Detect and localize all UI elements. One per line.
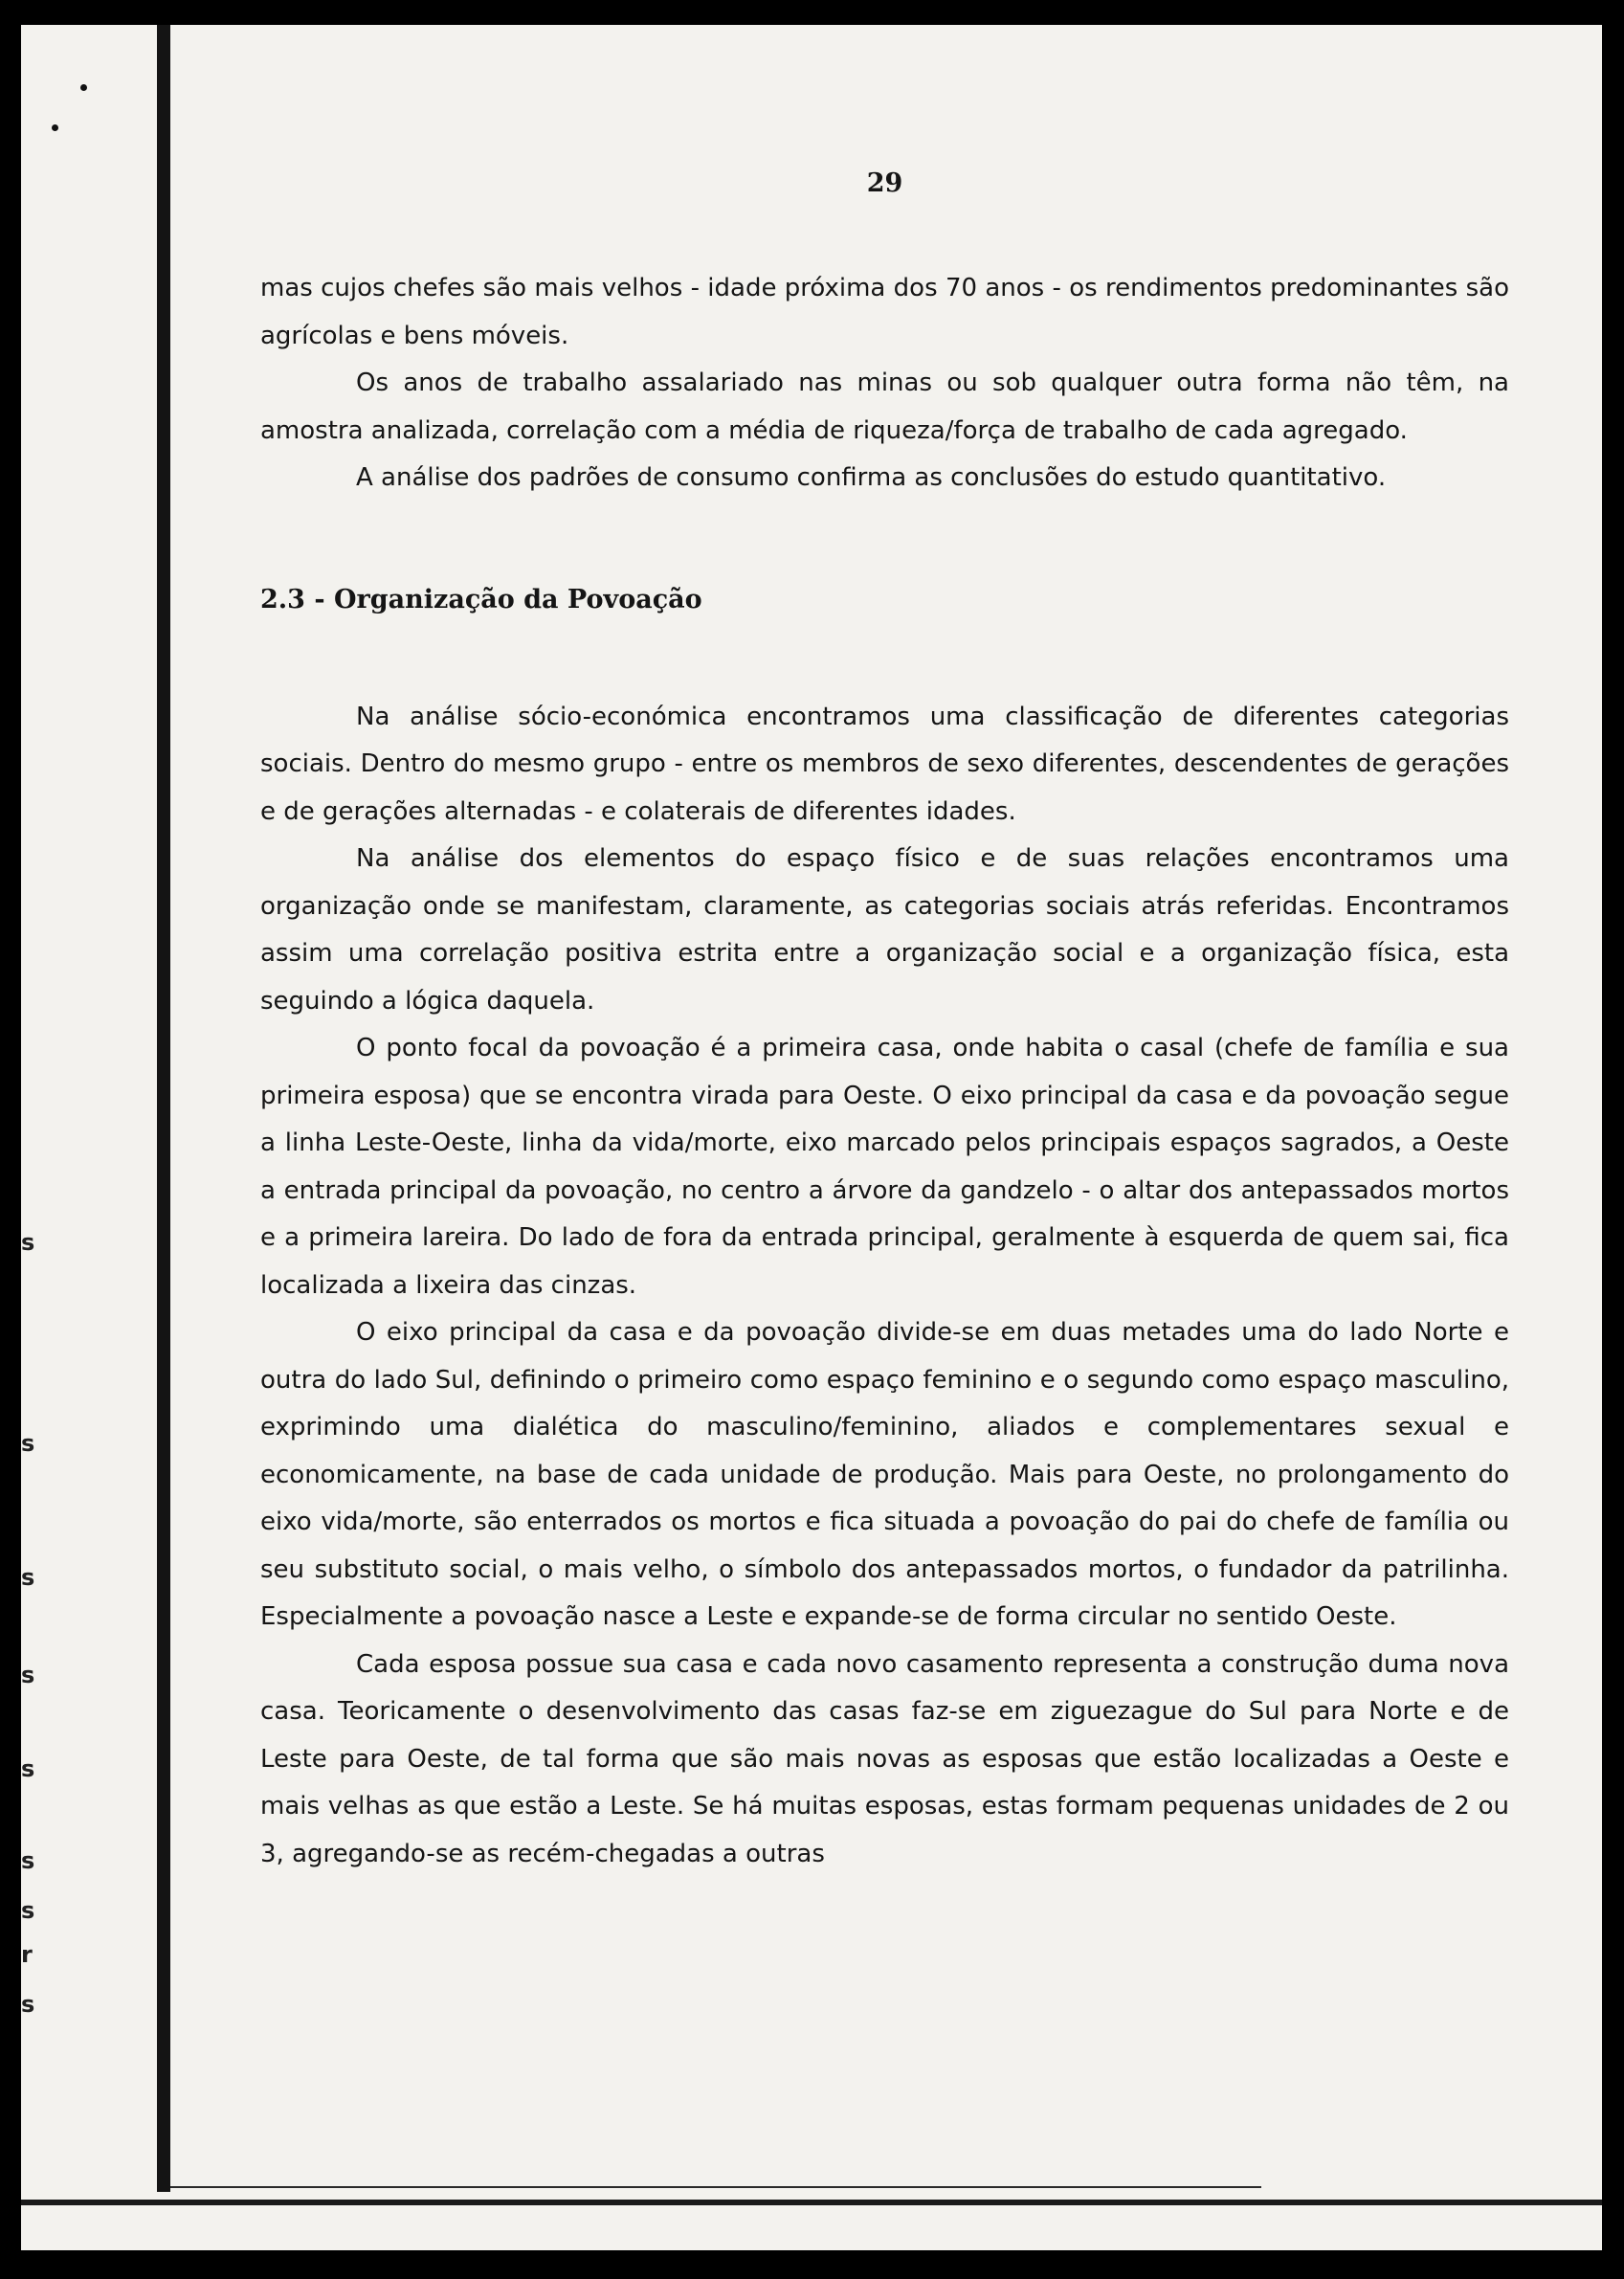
bottom-rule — [21, 2200, 1602, 2205]
section-title: Organização da Povoação — [333, 584, 702, 614]
bottom-rule-thin — [170, 2186, 1261, 2188]
section-number: 2.3 - — [260, 584, 334, 614]
page-number: 29 — [866, 168, 903, 198]
paragraph: Na análise sócio-económica encontramos uma classificação de diferentes categorias sociais. Dentro do mesmo grupo - entre os membros de sexo diferentes, descendentes de gerações e de gerações alternadas - e colaterais de diferentes idades. — [260, 702, 1509, 826]
paragraph: Cada esposa possue sua casa e cada novo casamento representa a construção duma nova casa. Teoricamente o desenvolvimento das casas faz-se em ziguezague do Sul para Norte e de Leste para Oeste, de tal forma que são mais novas as esposas que estão localizadas a Oeste e mais velhas as que estão a Leste. Se há muitas esposas, estas formam pequenas unidades de 2 ou 3, agregando-se as recém-chegadas a outras — [260, 1649, 1509, 1868]
paper-sheet — [21, 25, 1602, 2250]
left-margin-bleed-marks — [21, 25, 155, 2192]
margin-mark: s — [21, 1662, 35, 1688]
margin-mark: s — [21, 1991, 35, 2018]
margin-mark: r — [21, 1941, 33, 1968]
binding-edge — [157, 25, 170, 2192]
margin-mark: s — [21, 1847, 35, 1874]
margin-mark: s — [21, 1430, 35, 1457]
paragraph: O eixo principal da casa e da povoação divide-se em duas metades uma do lado Norte e outra do lado Sul, definindo o primeiro como espaço feminino e o segundo como espaço masculino, exprimindo uma dialética do masculino/feminino, aliados e complementares sexual e economicamente, na base de cada unidade de produção. Mais para Oeste, no prolongamento do eixo vida/morte, são enterrados os mortos e fica situada a povoação do pai do chefe de família ou seu substituto social, o mais velho, o símbolo dos antepassados mortos, o fundador da patrilinha. Especialmente a povoação nasce a Leste e expande-se de forma circular no sentido Oeste. — [260, 1318, 1509, 1631]
paragraph: O ponto focal da povoação é a primeira casa, onde habita o casal (chefe de família e sua primeira esposa) que se encontra virada para Oeste. O eixo principal da casa e da povoação segue a linha Leste-Oeste, linha da vida/morte, eixo marcado pelos principais espaços sagrados, a Oeste a entrada principal da povoação, no centro a árvore da gandzelo - o altar dos antepassados mortos e a primeira lareira. Do lado de fora da entrada principal, geralmente à esquerda de quem sai, fica localizada a lixeira das cinzas. — [260, 1034, 1509, 1300]
paragraph: Na análise dos elementos do espaço físico e de suas relações encontramos uma organização onde se manifestam, claramente, as categorias sociais atrás referidas. Encontramos assim uma correlação positiva estrita entre a organização social e a organização física, esta seguindo a lógica daquela. — [260, 844, 1509, 1016]
margin-mark: s — [21, 1229, 35, 1256]
paragraph: mas cujos chefes são mais velhos - idade próxima dos 70 anos - os rendimentos predominantes são agrícolas e bens móveis. — [260, 274, 1509, 350]
margin-mark: s — [21, 1755, 35, 1782]
margin-mark: s — [21, 1897, 35, 1924]
paragraph: Os anos de trabalho assalariado nas minas ou sob qualquer outra forma não têm, na amostra analizada, correlação com a média de riqueza/força de trabalho de cada agregado. — [260, 369, 1509, 445]
page-content — [260, 168, 1509, 1878]
section-heading — [260, 581, 1509, 619]
margin-mark: s — [21, 1564, 35, 1591]
paragraph: A análise dos padrões de consumo confirma as conclusões do estudo quantitativo. — [356, 463, 1387, 492]
